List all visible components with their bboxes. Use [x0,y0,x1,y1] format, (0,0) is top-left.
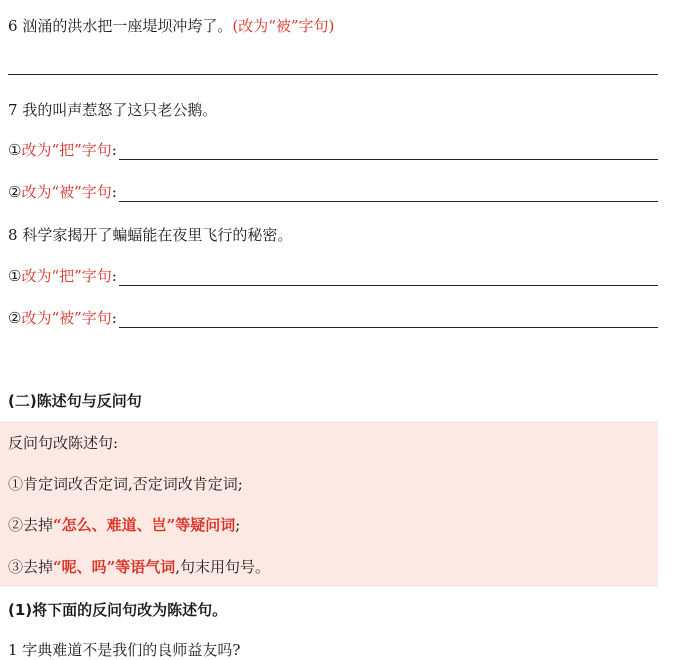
colon: : [111,309,117,327]
rule-highlight: “呢、吗”等语气词 [53,558,176,576]
colon: : [111,141,117,159]
question-7 [8,100,217,120]
note-rule-2 [8,515,240,535]
rule-prefix: ②去掉 [8,516,54,534]
colon: : [111,267,117,285]
question-number: 6 [8,17,18,35]
answer-blank[interactable] [119,183,658,202]
q7-answer-1 [8,140,658,160]
note-rule-3 [8,557,270,577]
question-1: 1 字典难道不是我们的良师益友吗? [8,641,241,659]
note-rule-1: ①肯定词改否定词,否定词改肯定词; [8,475,243,493]
q8-answer-1 [8,266,658,286]
question-number: 8 [8,226,18,244]
answer-label: 改为“被”字句 [21,183,112,201]
circled-number: ② [8,309,22,327]
answer-label: 改为“把”字句 [21,141,112,159]
answer-blank[interactable] [119,267,658,286]
question-8 [8,225,292,245]
circled-number: ② [8,183,22,201]
question-text: 我的叫声惹怒了这只老公鹅。 [22,101,218,119]
rule-prefix: ③去掉 [8,558,54,576]
colon: : [111,183,117,201]
section-heading: (二)陈述句与反问句 [8,392,142,410]
answer-label: 改为“被”字句 [21,309,112,327]
question-6 [8,16,334,36]
rule-suffix: ; [235,516,241,534]
question-instruction: (改为“被”字句) [232,17,335,35]
sub-heading: (1)将下面的反问句改为陈述句。 [8,601,228,619]
circled-number: ① [8,267,22,285]
answer-line[interactable] [8,74,658,75]
note-title: 反问句改陈述句: [8,434,119,452]
question-text: 汹涌的洪水把一座堤坝冲垮了。 [22,17,233,35]
answer-blank[interactable] [119,141,658,160]
circled-number: ① [8,141,22,159]
rule-suffix: ,句末用句号。 [175,558,271,576]
rule-highlight: “怎么、难道、岂”等疑问词 [53,516,236,534]
answer-label: 改为“把”字句 [21,267,112,285]
question-number: 7 [8,101,18,119]
q8-answer-2 [8,308,658,328]
answer-blank[interactable] [119,309,658,328]
question-text: 科学家揭开了蝙蝠能在夜里飞行的秘密。 [22,226,293,244]
q7-answer-2 [8,182,658,202]
